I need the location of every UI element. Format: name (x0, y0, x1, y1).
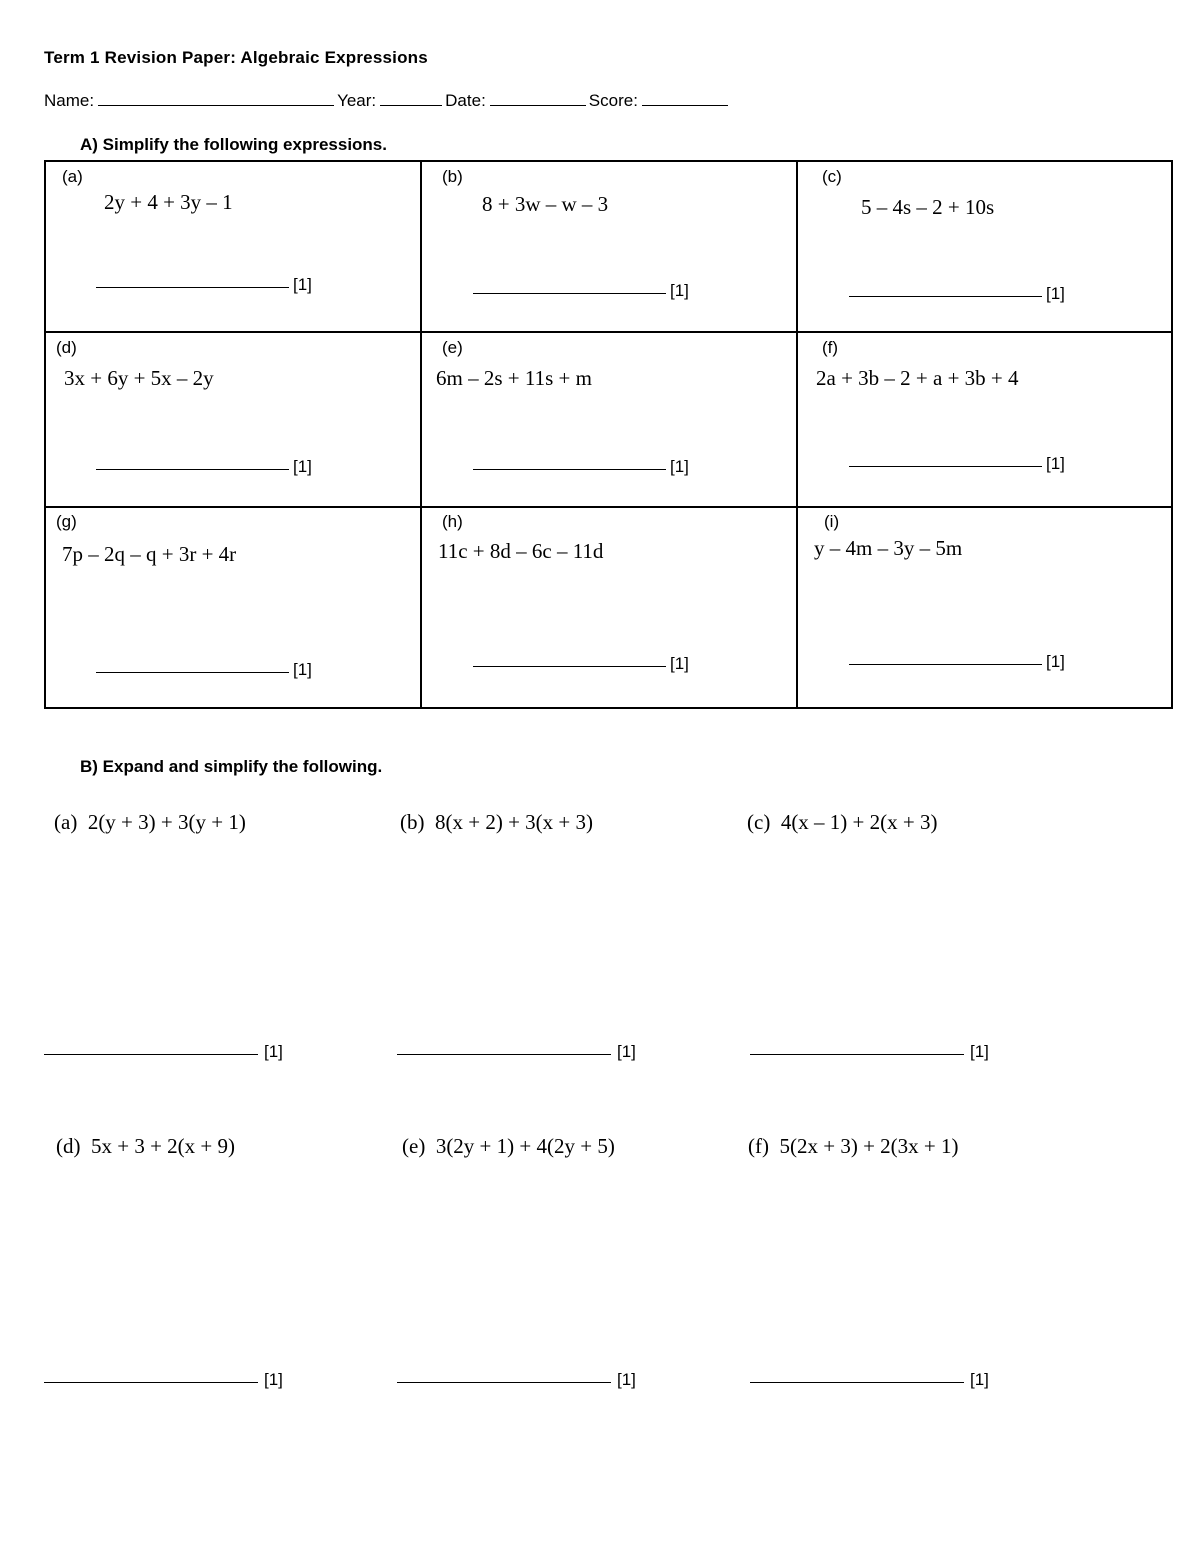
date-field[interactable] (490, 104, 586, 106)
answer-line[interactable] (849, 454, 1065, 474)
year-field[interactable] (380, 104, 442, 106)
score-label: Score: (588, 91, 638, 110)
answer-line[interactable] (44, 1370, 283, 1390)
question-label: (c) (822, 167, 842, 186)
marks-label: [1] (617, 1042, 636, 1061)
answer-line[interactable] (473, 457, 689, 477)
question-expression: 3x + 6y + 5x – 2y (64, 366, 214, 390)
name-label: Name: (44, 91, 95, 110)
question-label: (a) (62, 167, 83, 186)
question-expression: 6m – 2s + 11s + m (436, 366, 592, 390)
score-field[interactable] (642, 104, 728, 106)
section-b-heading: B) Expand and simplify the following. (80, 757, 383, 776)
marks-label: [1] (670, 281, 689, 300)
marks-label: [1] (1046, 652, 1065, 671)
question-label: (e) (442, 338, 463, 357)
marks-label: [1] (1046, 284, 1065, 303)
question-label: (e) (402, 1134, 426, 1158)
grid-divider (420, 162, 422, 707)
question-label: (f) (748, 1134, 769, 1158)
marks-label: [1] (293, 457, 312, 476)
grid-divider (796, 162, 798, 707)
expand-question-a (54, 810, 246, 835)
marks-label: [1] (970, 1370, 989, 1389)
expand-question-f (748, 1134, 959, 1159)
question-label: (f) (822, 338, 839, 357)
expand-question-c (747, 810, 937, 835)
marks-label: [1] (670, 654, 689, 673)
question-expression: y – 4m – 3y – 5m (814, 536, 963, 560)
section-a-grid (44, 160, 1173, 709)
answer-line[interactable] (473, 281, 689, 301)
question-expression: 2y + 4 + 3y – 1 (104, 190, 233, 214)
question-label: (b) (400, 810, 425, 834)
grid-divider (46, 506, 1171, 508)
year-label: Year: (337, 91, 377, 110)
question-label: (i) (824, 512, 840, 531)
question-expression: 2(y + 3) + 3(y + 1) (87, 810, 246, 834)
marks-label: [1] (970, 1042, 989, 1061)
question-expression: 5(2x + 3) + 2(3x + 1) (779, 1134, 959, 1158)
expand-question-d (56, 1134, 235, 1159)
marks-label: [1] (1046, 454, 1065, 473)
answer-line[interactable] (96, 660, 312, 680)
expand-question-e (402, 1134, 615, 1159)
question-label: (g) (56, 512, 77, 531)
answer-line[interactable] (96, 275, 312, 295)
question-expression: 5 – 4s – 2 + 10s (861, 195, 995, 219)
question-expression: 11c + 8d – 6c – 11d (438, 539, 604, 563)
question-label: (d) (56, 338, 77, 357)
marks-label: [1] (264, 1370, 283, 1389)
date-label: Date: (445, 91, 486, 110)
answer-line[interactable] (849, 652, 1065, 672)
name-field[interactable] (98, 104, 334, 106)
answer-line[interactable] (750, 1042, 989, 1062)
student-info-row (44, 91, 731, 111)
question-expression: 4(x – 1) + 2(x + 3) (780, 810, 938, 834)
marks-label: [1] (264, 1042, 283, 1061)
question-expression: 8 + 3w – w – 3 (482, 192, 609, 216)
question-expression: 3(2y + 1) + 4(2y + 5) (435, 1134, 615, 1158)
answer-line[interactable] (44, 1042, 283, 1062)
question-label: (a) (54, 810, 78, 834)
expand-question-b (400, 810, 593, 835)
section-a-heading: A) Simplify the following expressions. (80, 135, 387, 154)
question-expression: 2a + 3b – 2 + a + 3b + 4 (816, 366, 1019, 390)
answer-line[interactable] (750, 1370, 989, 1390)
marks-label: [1] (293, 660, 312, 679)
marks-label: [1] (670, 457, 689, 476)
answer-line[interactable] (397, 1370, 636, 1390)
question-label: (h) (442, 512, 463, 531)
answer-line[interactable] (473, 654, 689, 674)
question-label: (b) (442, 167, 463, 186)
marks-label: [1] (617, 1370, 636, 1389)
grid-divider (46, 331, 1171, 333)
question-expression: 5x + 3 + 2(x + 9) (91, 1134, 236, 1158)
question-label: (c) (747, 810, 771, 834)
answer-line[interactable] (96, 457, 312, 477)
question-label: (d) (56, 1134, 81, 1158)
marks-label: [1] (293, 275, 312, 294)
answer-line[interactable] (849, 284, 1065, 304)
question-expression: 8(x + 2) + 3(x + 3) (435, 810, 594, 834)
page-title: Term 1 Revision Paper: Algebraic Expressions (44, 48, 428, 67)
answer-line[interactable] (397, 1042, 636, 1062)
question-expression: 7p – 2q – q + 3r + 4r (62, 542, 237, 566)
